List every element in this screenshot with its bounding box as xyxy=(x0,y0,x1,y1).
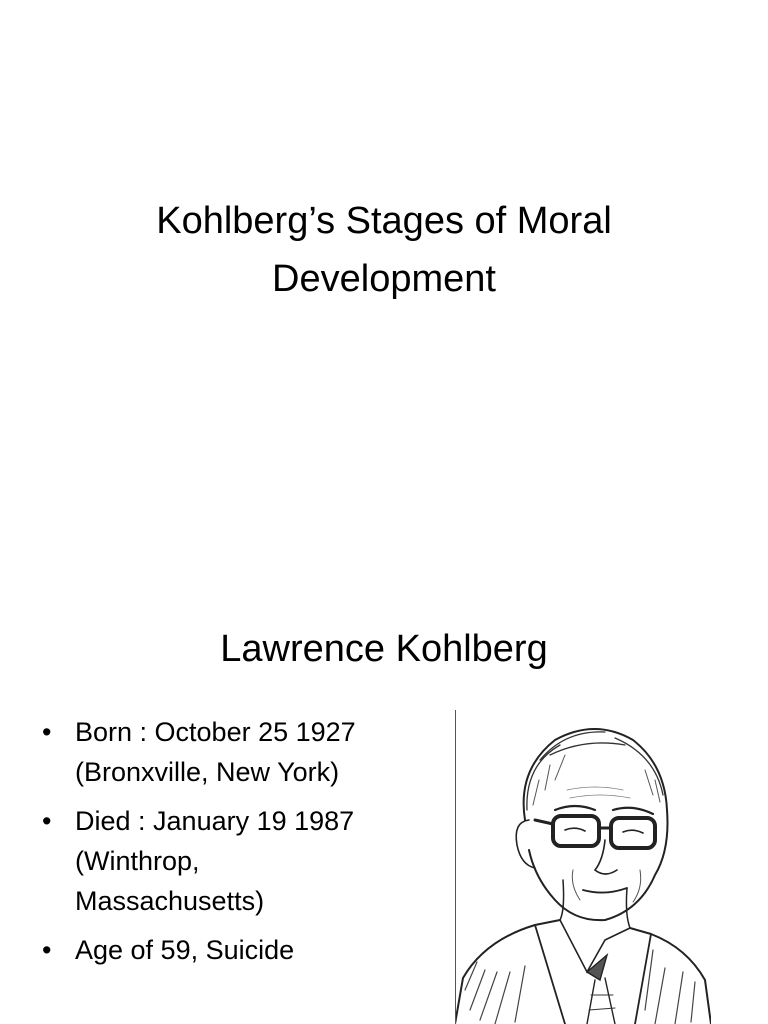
portrait-border xyxy=(455,710,456,1024)
bullet-died xyxy=(40,801,420,921)
title-line-2: Development xyxy=(272,258,496,300)
bullet-born xyxy=(40,712,420,792)
bullet-text: (Bronxville, New York) xyxy=(75,757,340,787)
portrait-sketch xyxy=(455,710,711,1024)
slide-title: Lawrence Kohlberg xyxy=(220,628,548,670)
bullet-icon: • xyxy=(42,717,52,747)
bullet-text: (Winthrop, xyxy=(75,846,200,876)
portrait-drawing xyxy=(455,710,711,1024)
bullet-text: Massachusetts) xyxy=(75,886,265,916)
bullet-text: Age of 59, Suicide xyxy=(75,935,295,965)
bullet-age xyxy=(40,930,420,970)
bullet-icon: • xyxy=(42,935,52,965)
bio-bullet-list xyxy=(40,712,420,979)
bullet-text: Died : January 19 1987 xyxy=(75,806,355,836)
bullet-icon: • xyxy=(42,806,52,836)
bullet-text: Born : October 25 1927 xyxy=(75,717,356,747)
presentation-title xyxy=(60,192,708,308)
title-line-1: Kohlberg’s Stages of Moral xyxy=(156,200,612,242)
